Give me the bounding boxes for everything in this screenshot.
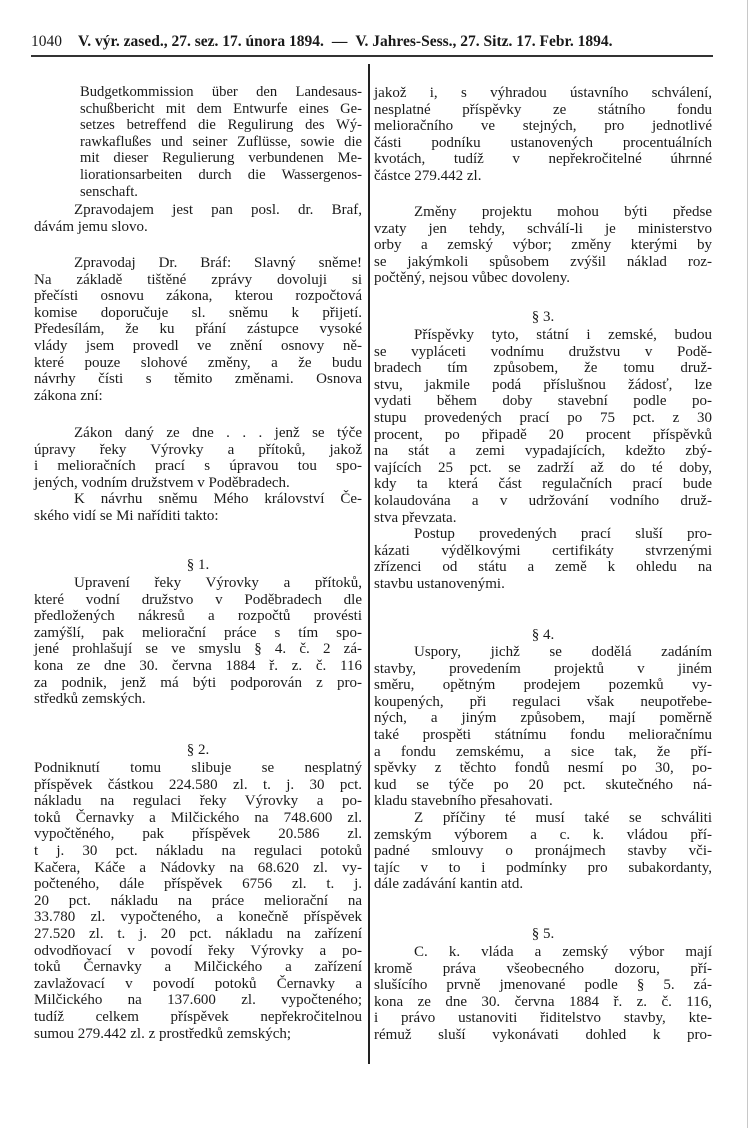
text-line: Kačera, Káče a Nádovky na 68.620 zl. vy- <box>34 859 362 876</box>
text-line: rémuž sluší vykonávati dohled k pro- <box>374 1026 712 1043</box>
text-line: přečísti osnovu zákona, kterou rozpočtová <box>34 288 362 305</box>
text-line: předložených nákresů a rozpočtů provésti <box>34 608 362 625</box>
text-line: Uspory, jichž se dodělá zadáním <box>414 644 712 660</box>
text-line: setzes betreffend die Regulirung des Wý- <box>80 117 362 134</box>
text-block <box>34 425 362 525</box>
section-number: § 1. <box>186 557 210 573</box>
text-line: Postup provedených prací sluší pro- <box>414 526 712 543</box>
page-number: 1040 <box>31 33 62 50</box>
text-line: a fondu zemskému, a sice tak, že pří- <box>374 743 712 760</box>
text-line: Příspěvky tyto, státní i zemské, budou <box>414 327 712 343</box>
text-line: Z příčiny té musí také se schváliti <box>414 809 712 826</box>
text-line: komise doporučuje sl. sněmu k přijetí. <box>34 304 362 321</box>
text-line: směru, opětným prodejem pozemků vy- <box>374 677 712 694</box>
text-block <box>34 202 362 235</box>
text-line: části podníku ustanovených procentuálních <box>374 134 712 151</box>
text-line: vydati během doby stavební podle po- <box>374 393 712 410</box>
text-line: stvu, jakmile podá příslušnou žádosť, lze <box>374 376 712 393</box>
title-separator: — <box>331 33 348 50</box>
text-line: bradech tím způsobem, že tomu druž- <box>374 360 712 377</box>
text-line: stupu provedených prací po 75 pct. z 30 <box>374 409 712 426</box>
text-line: toků Černavky a Milčického na 748.600 zl. <box>34 809 362 826</box>
text-line: zákona zní: <box>34 387 103 404</box>
text-line: slušícího prvně jmenované podle § 5. zá- <box>374 977 712 994</box>
text-block <box>374 85 712 185</box>
text-line: středků zemských. <box>34 691 146 708</box>
text-line: toků Černavky a Milčického a zařízení <box>34 959 362 976</box>
column-divider <box>368 64 370 1064</box>
text-line: počteného, dále příspěvek 6756 zl. t. j. <box>34 876 362 893</box>
text-line: sumou 279.442 zl. z prostředků zemských; <box>34 1025 292 1042</box>
section-number: § 5. <box>531 926 555 942</box>
text-line: kladu stavebního přesahovati. <box>374 793 553 810</box>
text-line: Upravení řeky Výrovky a přítoků, <box>74 575 362 591</box>
text-line: vlády jsem provedl ve znění osnovy ně- <box>34 337 362 354</box>
page-header <box>31 33 713 51</box>
text-line: 20 pct. nákladu na práce meliorační na <box>34 892 362 909</box>
text-line: Předesílám, že ku přání zástupce vysoké <box>34 321 362 338</box>
text-line: 33.780 zl. vypočteného, a konečně příspěvek <box>34 909 362 926</box>
text-line: tudíž celkem příspěvek nepřekročitelnou <box>34 1008 362 1025</box>
section-number: § 2. <box>186 742 210 758</box>
text-line: dále zadávání kantin atd. <box>374 876 524 893</box>
text-line: koupených, při regulaci však neupotřebe- <box>374 693 712 710</box>
text-line: vzaty jen tehdy, schválí-li je ministerstvo <box>374 220 712 237</box>
text-line: kvotách, tudíž v nepřekročitelné úhrnné <box>374 151 712 168</box>
text-line: kromě práva všeobecného dozoru, pří- <box>374 960 712 977</box>
text-line: Podniknutí tomu slibuje se nesplatný <box>34 760 362 776</box>
text-line: Na základě tištěné zprávy dovoluji si <box>34 271 362 288</box>
text-line: za podnik, jenž má býti podporován z pro- <box>34 674 362 691</box>
text-line: Zákon daný ze dne . . . jenž se týče <box>74 425 362 441</box>
text-line: zřízenci od státu a země k ohledu na <box>374 559 712 576</box>
text-line: návrhy čísti s těmito změnami. Osnova <box>34 371 362 388</box>
german-running-title: V. Jahres-Sess., 27. Sitz. 17. Febr. 1894. <box>355 33 613 50</box>
text-block <box>34 575 362 708</box>
text-line: vajících 25 pct. se zadrží až do té doby, <box>374 459 712 476</box>
text-line: zavlažovací v povodí potoků Černavky a <box>34 975 362 992</box>
text-line: spěvky z těchto fondů nesmí po 30, po- <box>374 760 712 777</box>
text-line: odvodňovací v povodí řeky Výrovky a po- <box>34 942 362 959</box>
text-block <box>374 644 712 893</box>
section-number: § 4. <box>531 627 555 643</box>
text-line: senschaft. <box>80 183 138 200</box>
text-line: melioračního ve stejných, pro jednotlivé <box>374 118 712 135</box>
page-edge <box>747 0 748 1128</box>
section-heading <box>34 742 362 759</box>
text-line: úpravy řeky Výrovky a přítoků, jakož <box>34 441 362 458</box>
text-line: kud se týče po 20 pct. skutečného ná- <box>374 776 712 793</box>
text-line: mit dieser Regulierung verbundenen Me- <box>80 150 362 167</box>
text-line: Milčického na 137.600 zl. vypočteného; <box>34 992 362 1009</box>
text-line: stavby, provedením projektů v jiném <box>374 660 712 677</box>
text-line: zamýšlí, pak meliorační práce s tím spo- <box>34 624 362 641</box>
text-line: Zpravodaj Dr. Bráf: Slavný sněme! <box>74 255 362 271</box>
german-text-block <box>80 84 362 200</box>
section-heading <box>34 557 362 574</box>
text-line: vypočtěného, pak příspěvek 20.586 zl. <box>34 826 362 843</box>
text-block <box>34 760 362 1042</box>
text-block <box>34 255 362 404</box>
text-line: nákladu na regulaci řeky Výrovky a po- <box>34 793 362 810</box>
text-line: počtěný, nejsou vůbec dovoleny. <box>374 270 571 287</box>
text-line: Budgetkommission über den Landesaus- <box>80 84 362 100</box>
text-line: částce 279.442 zl. <box>374 167 482 184</box>
header-rule <box>31 55 713 57</box>
text-line: schußbericht mit dem Entwurfe eines Ge- <box>80 100 362 117</box>
section-number: § 3. <box>531 309 555 325</box>
text-line: také prospěti státnímu fondu melioračnímu <box>374 726 712 743</box>
text-line: na stát a zemi vypadajících, kdežto zbý- <box>374 443 712 460</box>
text-line: t j. 30 pct. nákladu na regulaci potoků <box>34 842 362 859</box>
text-line: 27.520 zl. t. j. 20 pct. nákladu na zařízení <box>34 925 362 942</box>
text-line: kona ze dne 30. června 1884 ř. z. č. 116 <box>34 657 362 674</box>
text-line: K návrhu sněmu Mého království Če- <box>74 491 362 508</box>
text-block <box>374 327 712 593</box>
text-line: jených, vodním družstvem v Poděbradech. <box>34 474 290 491</box>
text-line: nesplatné příspěvky ze státního fondu <box>374 101 712 118</box>
text-line: jakož i, s výhradou ústavního schválení, <box>374 85 712 101</box>
text-line: Změny projektu mohou býti předse <box>414 204 712 220</box>
text-line: procent, po připadě 20 procent příspěvků <box>374 426 712 443</box>
text-line: se vypláceti vodnímu družstvu v Podě- <box>374 343 712 360</box>
text-line: stavbu ustanovenými. <box>374 575 505 592</box>
text-line: rawkaflußes und seiner Zuflüsse, sowie die <box>80 133 362 150</box>
czech-running-title: V. výr. zased., 27. sez. 17. února 1894. <box>78 33 324 50</box>
text-line: Zpravodajem jest pan posl. dr. Braf, <box>74 202 362 218</box>
text-line: tajíc v to i podmínky pro subakordanty, <box>374 859 712 876</box>
text-line: stva převzata. <box>374 509 457 526</box>
text-line: kázati výdělkovými certifikáty stvrzenými <box>374 542 712 559</box>
section-heading <box>374 309 712 326</box>
text-line: i právo ustanoviti řiditelstvo stavby, kte- <box>374 1010 712 1027</box>
text-line: orby a zemský výbor; změny kterými by <box>374 237 712 254</box>
text-line: C. k. vláda a zemský výbor mají <box>414 944 712 960</box>
text-line: i melioračních prací s úpravou tou spo- <box>34 458 362 475</box>
text-line: padné smlouvy o pronájmech stavby vči- <box>374 843 712 860</box>
text-block <box>374 204 712 287</box>
text-line: jené prohlašují se ve smyslu § 4. č. 2 zá- <box>34 641 362 658</box>
text-line: zemským výborem a c. k. vládou pří- <box>374 826 712 843</box>
text-line: liorationsarbeiten durch die Wassergenos- <box>80 166 362 183</box>
section-heading <box>374 926 712 943</box>
text-line: ných, a jiným způsobem, mají poměrně <box>374 710 712 727</box>
section-heading <box>374 627 712 644</box>
text-line: kona ze dne 30. června 1884 ř. z. č. 116, <box>374 993 712 1010</box>
text-line: ského vidí se Mi naříditi takto: <box>34 507 219 524</box>
text-line: které pouze slohové změny, a že budu <box>34 354 362 371</box>
text-line: příspěvek částkou 224.580 zl. t. j. 30 pct. <box>34 776 362 793</box>
text-line: kdy ta která část regulačních prací bude <box>374 476 712 493</box>
text-line: se jakýmkoli spůsobem zvýšil náklad roz- <box>374 253 712 270</box>
text-line: které vodní družstvo v Poděbradech dle <box>34 591 362 608</box>
text-block <box>374 944 712 1044</box>
text-line: dávám jemu slovo. <box>34 218 148 235</box>
text-line: kolaudována a v udržování vodního druž- <box>374 492 712 509</box>
